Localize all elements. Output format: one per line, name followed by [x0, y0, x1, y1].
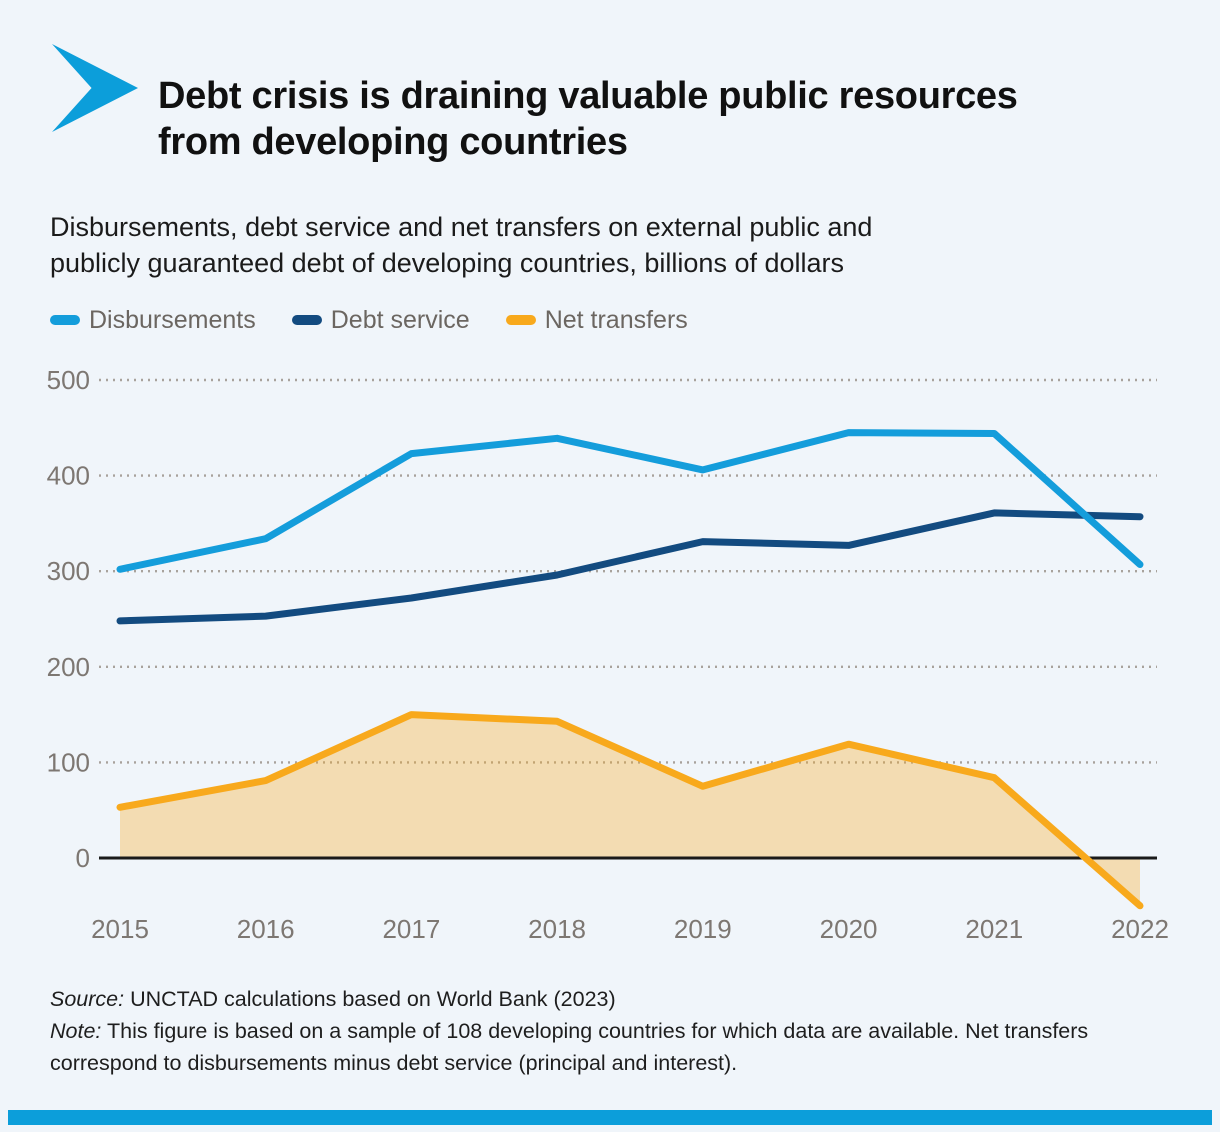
disbursements-swatch-icon [50, 315, 80, 325]
bottom-accent-bar [8, 1110, 1212, 1125]
page-title-line2: from developing countries [158, 121, 628, 164]
chart-subtitle-line2: publicly guaranteed debt of developing countries, billions of dollars [50, 248, 845, 278]
chevron-icon [52, 44, 138, 132]
net-transfers-swatch-icon [506, 315, 536, 325]
net-transfers-area [120, 715, 1140, 906]
chart-subtitle [50, 209, 1130, 281]
legend-item-net-transfers [506, 306, 688, 335]
x-axis-label: 2018 [528, 914, 587, 944]
x-axis-label: 2015 [91, 914, 149, 944]
y-axis-label: 300 [46, 556, 90, 587]
debt-service-line [120, 513, 1140, 621]
x-axis-label: 2017 [382, 914, 441, 944]
page-title [158, 73, 1188, 165]
x-axis-label: 2022 [1111, 914, 1169, 944]
note-text: This figure is based on a sample of 108 developing countries for which data are available. Net transfers correspond to disbursements minus debt service (principal and interest). [50, 1019, 1089, 1075]
source-text: UNCTAD calculations based on World Bank (2023) [124, 987, 616, 1011]
page-title-line1: Debt crisis is draining valuable public resources [158, 75, 1018, 118]
y-axis-label: 400 [46, 460, 90, 491]
x-axis-label: 2021 [965, 914, 1024, 944]
debt-service-swatch-icon [292, 315, 322, 325]
y-axis-label: 100 [46, 747, 90, 778]
y-axis-label: 500 [46, 365, 90, 395]
chart-area [0, 350, 1220, 950]
source-line [50, 983, 1180, 1015]
y-axis-label: 200 [46, 651, 90, 682]
x-axis-label: 2016 [236, 914, 295, 944]
note-label: Note: [50, 1019, 102, 1043]
legend-item-disbursements [50, 306, 256, 335]
legend-label-net-transfers: Net transfers [544, 305, 688, 334]
legend-label-disbursements: Disbursements [89, 305, 256, 334]
chart-subtitle-line1: Disbursements, debt service and net transfers on external public and [50, 212, 873, 242]
note-line [50, 1015, 1180, 1079]
disbursements-line [120, 433, 1140, 570]
legend [50, 303, 688, 337]
chart-footer [50, 983, 1180, 1079]
x-axis-label: 2019 [673, 914, 732, 944]
legend-label-debt-service: Debt service [330, 305, 470, 334]
x-axis-label: 2020 [819, 914, 878, 944]
y-axis-label: 0 [75, 843, 90, 873]
line-chart-svg [0, 350, 1220, 950]
source-label: Source: [50, 987, 125, 1011]
legend-item-debt-service [292, 306, 470, 335]
